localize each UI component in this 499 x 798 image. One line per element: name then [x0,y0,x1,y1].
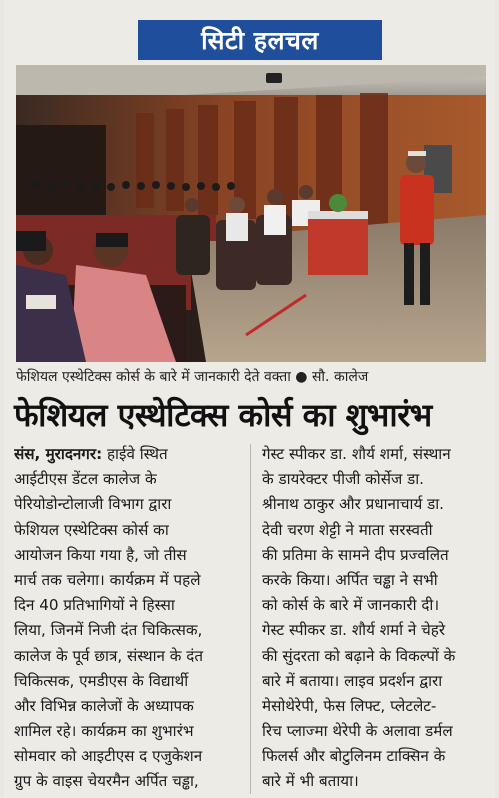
projector [266,73,282,83]
body-line [14,442,242,467]
body-line: फिलर्स और बोटुलिनम टाक्सिन के [262,747,446,766]
body-line: की सुंदरता को बढ़ाने के विकल्पों के [262,646,456,665]
body-line: के डायरेक्टर पीजी कोर्सेज डा. [262,470,424,489]
body-line-text: हाईवे स्थित [106,445,168,463]
body-line: ग्रुप के वाइस चेयरमैन अर्पित चड्ढा, [14,772,199,791]
dateline: संस, मुरादनगर: [14,445,103,463]
body-line: बारे में बताया। लाइव प्रदर्शन द्वारा [262,671,443,690]
body-line: आयोजन किया गया है, जो तीस [14,545,187,564]
body-line: शामिल रहे। कार्यक्रम का शुभारंभ [14,722,194,741]
body-line: और विभिन्न कालेजों के अध्यापक [14,696,194,715]
body-line: मेसोथेरेपी, फेस लिफ्ट, प्लेटलेट- [262,696,437,715]
event-photo [16,65,486,362]
body-line: लिया, जिनमें निजी दंत चिकित्सक, [14,621,203,640]
photo-credit: ● सौ. कालेज [295,369,369,385]
body-line: मार्च तक चलेगा। कार्यक्रम में पहले [14,570,201,589]
body-line: की प्रतिमा के सामने दीप प्रज्वलित [262,545,449,564]
body-line: चिकित्सक, एमडीएस के विद्यार्थी [14,671,189,690]
column-divider [250,444,251,794]
body-line: करके किया। अर्पित चड्ढा ने सभी [262,570,438,589]
body-line: श्रीनाथ ठाकुर और प्रधानाचार्य डा. [262,495,444,514]
body-line: पेरियोडोन्टोलाजी विभाग द्वारा [14,495,172,514]
body-line: रिच प्लाज्मा थेरेपी के अलावा डर्मल [262,722,453,741]
caption-text: फेशियल एस्थेटिक्स कोर्स के बारे में जानकारी देते वक्ता [16,369,291,385]
table [308,215,368,275]
photo-caption [16,367,488,389]
article-column-left [14,442,242,795]
body-line: गेस्ट स्पीकर डा. शौर्य शर्मा, संस्थान [262,445,451,463]
body-line: गेस्ट स्पीकर डा. शौर्य शर्मा ने चेहरे [262,621,446,640]
body-line: को कोर्स के बारे में जानकारी दी। [262,596,440,615]
body-line: दिन 40 प्रतिभागियों ने हिस्सा [14,596,175,615]
article-column-right [262,442,490,795]
body-line: कालेज के पूर्व छात्र, संस्थान के दंत [14,646,203,665]
section-banner: सिटी हलचल [138,20,382,60]
body-line: फेशियल एस्थेटिक्स कोर्स का [14,520,169,539]
headline: फेशियल एस्थेटिक्स कोर्स का शुभारंभ [14,396,432,434]
body-line: देवी चरण शेट्टी ने माता सरस्वती [262,520,433,539]
body-line: बारे में भी बताया। [262,772,359,791]
body-line: सोमवार को आइटीएस द एजुकेशन [14,747,203,766]
body-line: आईटीएस डेंटल कालेज के [14,470,157,489]
